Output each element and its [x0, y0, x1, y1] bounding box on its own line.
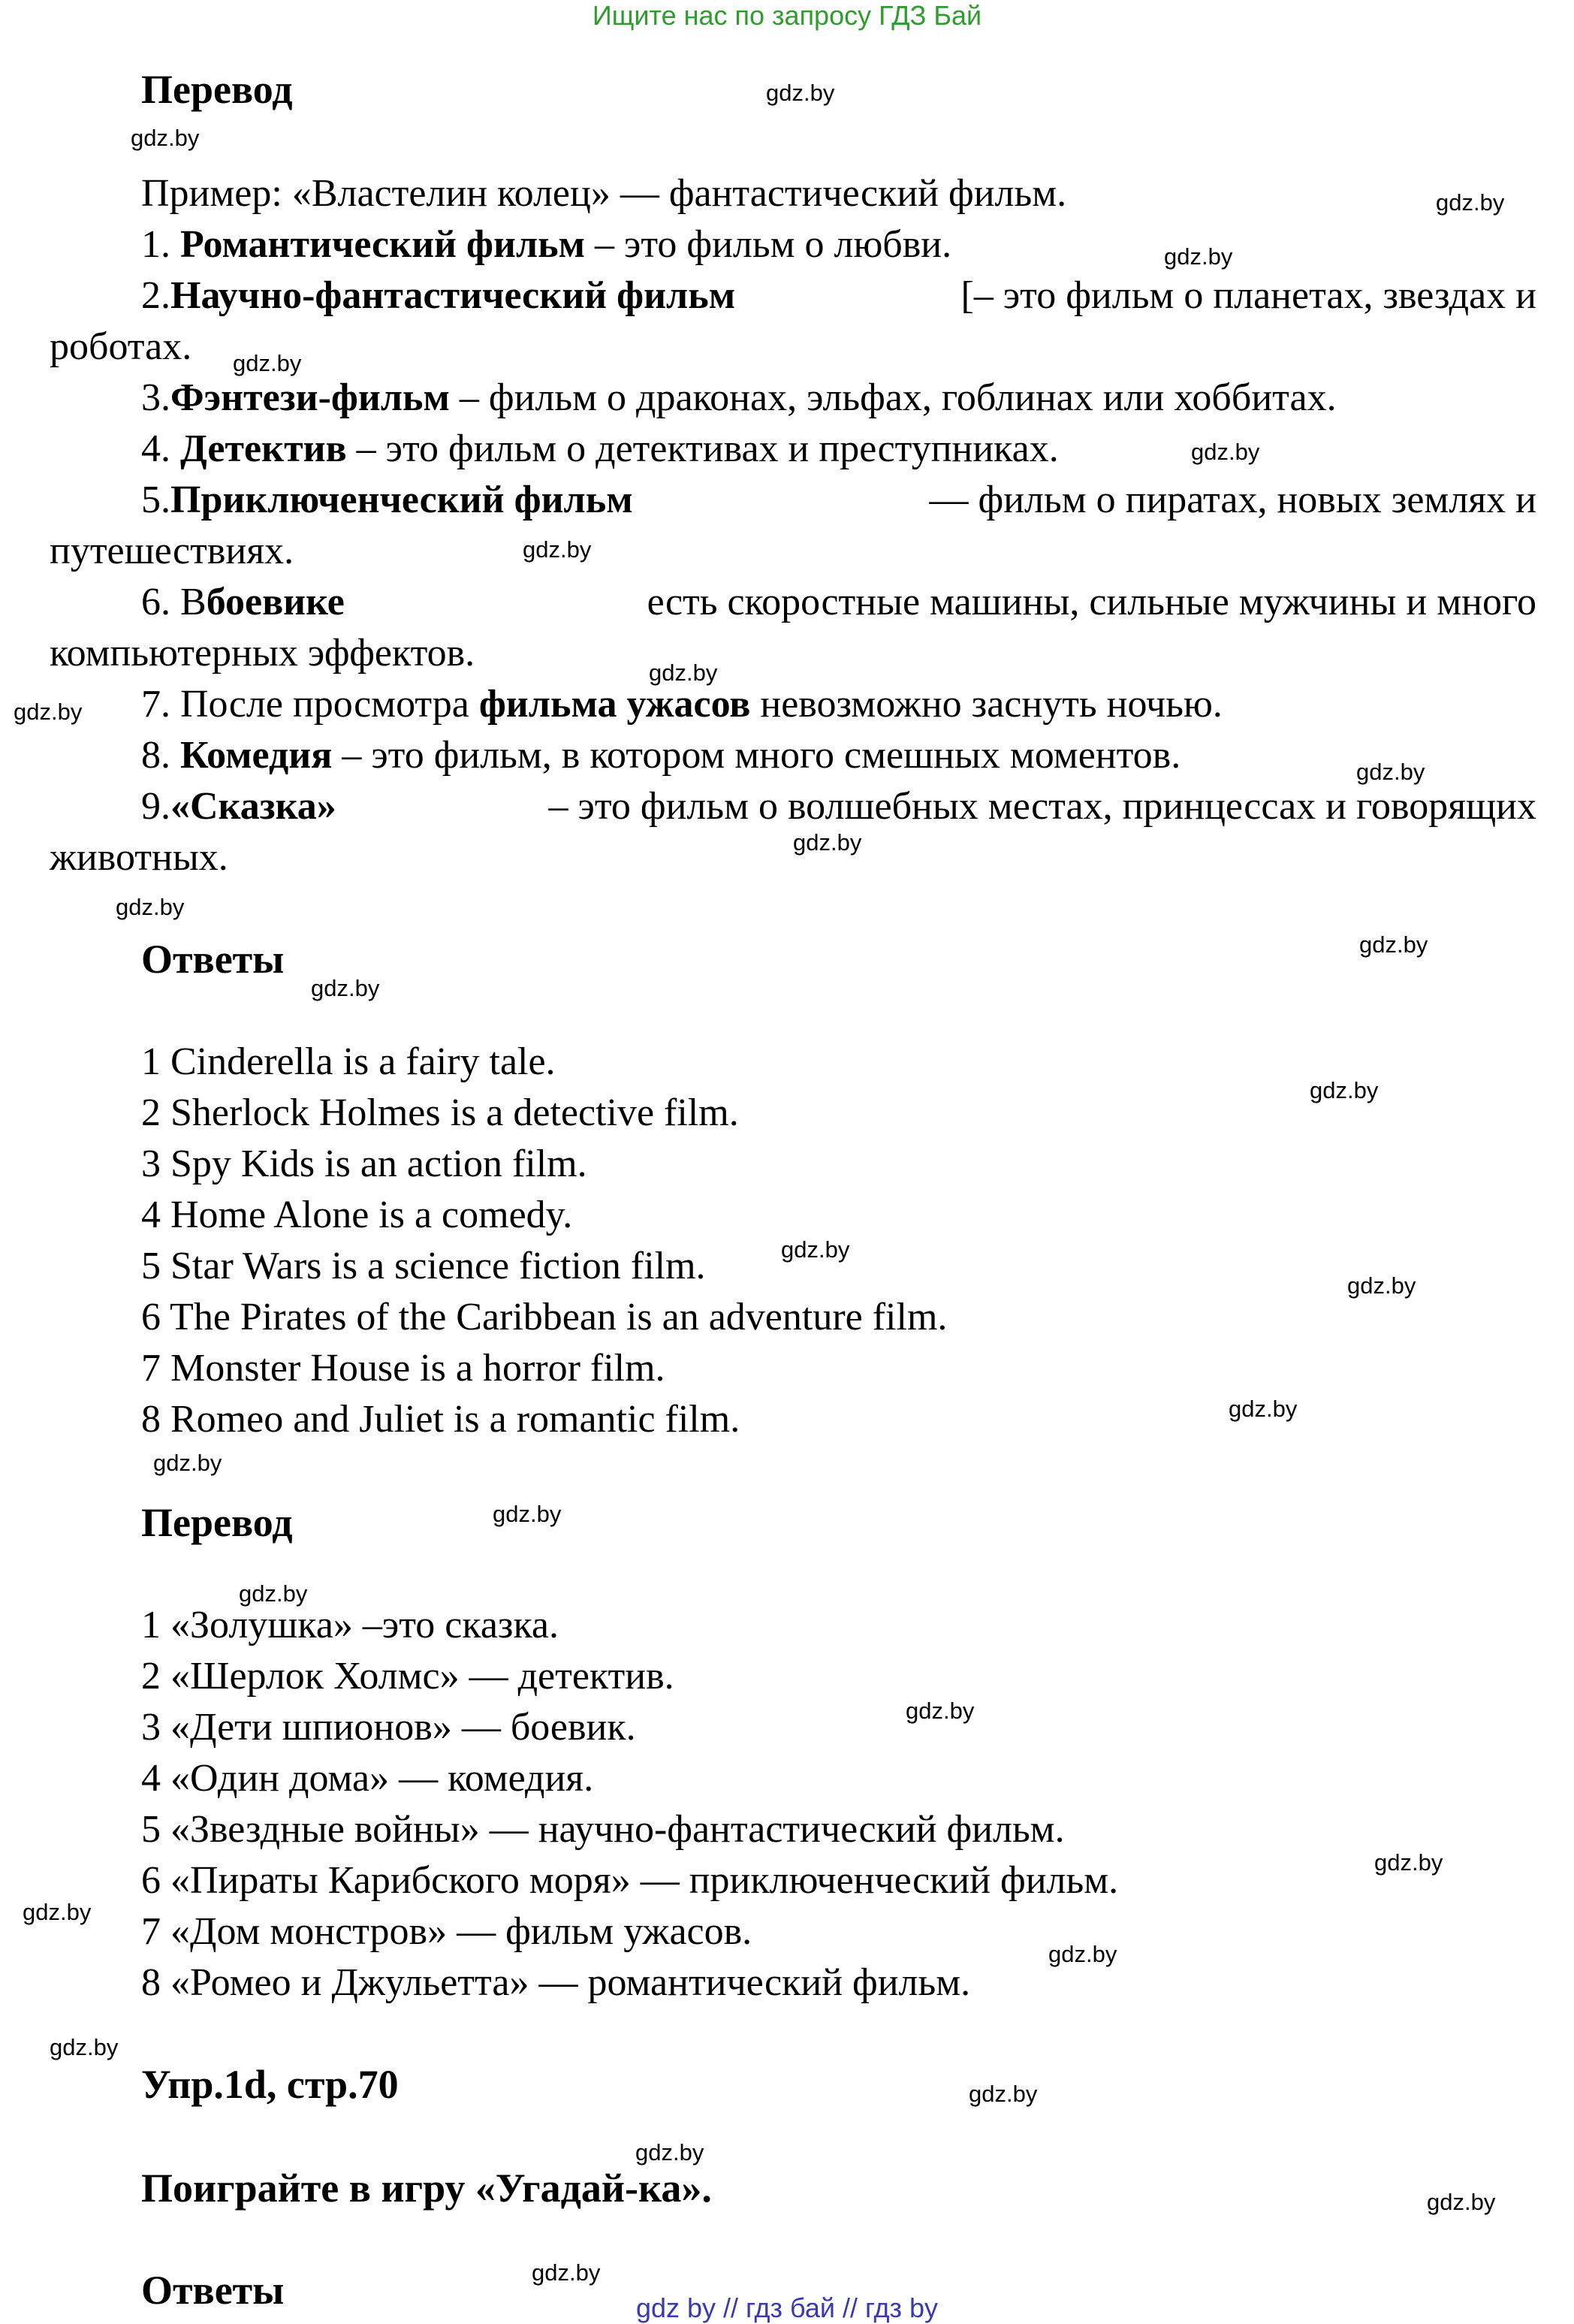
watermark: gdz.by	[781, 1236, 850, 1263]
answer-item-2: 2 Sherlock Holmes is a detective film.	[141, 1091, 739, 1134]
translation-item-3: 3 «Дети шпионов» — боевик.	[141, 1706, 636, 1749]
answer-item-5: 5 Star Wars is a science fiction film.	[141, 1245, 706, 1287]
translation-item-7: 7 «Дом монстров» — фильм ужасов.	[141, 1910, 752, 1953]
watermark: gdz.by	[649, 659, 718, 686]
definition-item-6-cont: компьютерных эффектов.	[50, 632, 475, 675]
exercise-heading: Упр.1d, стр.70	[141, 2062, 399, 2107]
watermark: gdz.by	[116, 894, 185, 920]
definition-item-9: 9.«Сказка» – это фильм о волшебных местах, принцессах и говорящих	[141, 785, 1536, 828]
definition-item-8: 8. Комедия – это фильм, в котором много смешных моментов.	[141, 734, 1181, 777]
watermark: gdz.by	[1347, 1272, 1416, 1299]
definition-item-5: 5.Приключенческий фильм — фильм о пиратах, новых землях и	[141, 478, 1536, 521]
translation-item-8: 8 «Ромео и Джульетта» — романтический фильм.	[141, 1961, 971, 2004]
watermark: gdz.by	[1359, 931, 1428, 958]
watermark: gdz.by	[233, 350, 302, 376]
watermark: gdz.by	[1427, 2189, 1496, 2215]
watermark: gdz.by	[14, 699, 83, 725]
watermark: gdz.by	[1191, 439, 1260, 465]
footer-links[interactable]: gdz by // гдз бай // гдз by	[635, 2292, 939, 2323]
answer-item-7: 7 Monster House is a horror film.	[141, 1347, 665, 1390]
definition-item-4: 4. Детектив – это фильм о детективах и преступниках.	[141, 427, 1059, 470]
top-banner[interactable]: Ищите нас по запросу ГДЗ Бай	[592, 0, 982, 31]
answer-item-4: 4 Home Alone is a comedy.	[141, 1194, 573, 1236]
watermark: gdz.by	[23, 1899, 92, 1925]
section1-heading: Перевод	[141, 67, 293, 112]
watermark: gdz.by	[50, 2034, 119, 2060]
section3-heading: Перевод	[141, 1500, 293, 1545]
definition-item-1: 1. Романтический фильм – это фильм о любви.	[141, 223, 952, 266]
definition-item-6: 6. Вбоевике есть скоростные машины, сильные мужчины и много	[141, 581, 1536, 623]
example-line: Пример: «Властелин колец» — фантастический фильм.	[141, 172, 1067, 215]
translation-item-1: 1 «Золушка» –это сказка.	[141, 1604, 559, 1646]
definition-item-2: 2.Научно-фантастический фильм [– это фильм о планетах, звездах и	[141, 274, 1536, 317]
definition-item-3: 3.Фэнтези-фильм – фильм о драконах, эльфах, гоблинах или хоббитах.	[141, 376, 1337, 419]
definition-item-7: 7. После просмотра фильма ужасов невозможно заснуть ночью.	[141, 683, 1223, 726]
watermark: gdz.by	[1310, 1077, 1379, 1103]
translation-item-2: 2 «Шерлок Холмс» — детектив.	[141, 1655, 674, 1698]
watermark: gdz.by	[493, 1501, 562, 1527]
watermark: gdz.by	[793, 829, 862, 856]
watermark: gdz.by	[1436, 189, 1505, 216]
section2-heading: Ответы	[141, 937, 285, 982]
answers-heading: Ответы	[141, 2268, 285, 2313]
watermark: gdz.by	[766, 80, 835, 106]
watermark: gdz.by	[532, 2259, 601, 2286]
watermark: gdz.by	[153, 1450, 222, 1476]
answer-item-3: 3 Spy Kids is an action film.	[141, 1142, 587, 1185]
answer-item-8: 8 Romeo and Juliet is a romantic film.	[141, 1398, 740, 1441]
definition-item-5-cont: путешествиях.	[50, 530, 294, 572]
translation-item-5: 5 «Звездные войны» — научно-фантастический фильм.	[141, 1808, 1065, 1851]
watermark: gdz.by	[969, 2081, 1038, 2107]
answer-item-6: 6 The Pirates of the Caribbean is an adventure film.	[141, 1296, 948, 1339]
answer-item-1: 1 Cinderella is a fairy tale.	[141, 1040, 556, 1083]
watermark: gdz.by	[131, 125, 200, 151]
translation-item-6: 6 «Пираты Карибского моря» — приключенческий фильм.	[141, 1859, 1119, 1902]
watermark: gdz.by	[1164, 243, 1233, 270]
translation-item-4: 4 «Один дома» — комедия.	[141, 1757, 594, 1800]
definition-item-2-cont: роботах.	[50, 325, 192, 368]
watermark: gdz.by	[1374, 1849, 1443, 1876]
definition-item-9-cont: животных.	[50, 836, 228, 879]
watermark: gdz.by	[906, 1698, 975, 1724]
watermark: gdz.by	[1048, 1941, 1117, 1967]
watermark: gdz.by	[523, 536, 592, 563]
watermark: gdz.by	[239, 1580, 308, 1607]
watermark: gdz.by	[635, 2139, 704, 2166]
watermark: gdz.by	[1356, 759, 1425, 785]
task-heading: Поиграйте в игру «Угадай-ка».	[141, 2166, 712, 2211]
watermark: gdz.by	[311, 975, 380, 1001]
watermark: gdz.by	[1229, 1396, 1298, 1422]
